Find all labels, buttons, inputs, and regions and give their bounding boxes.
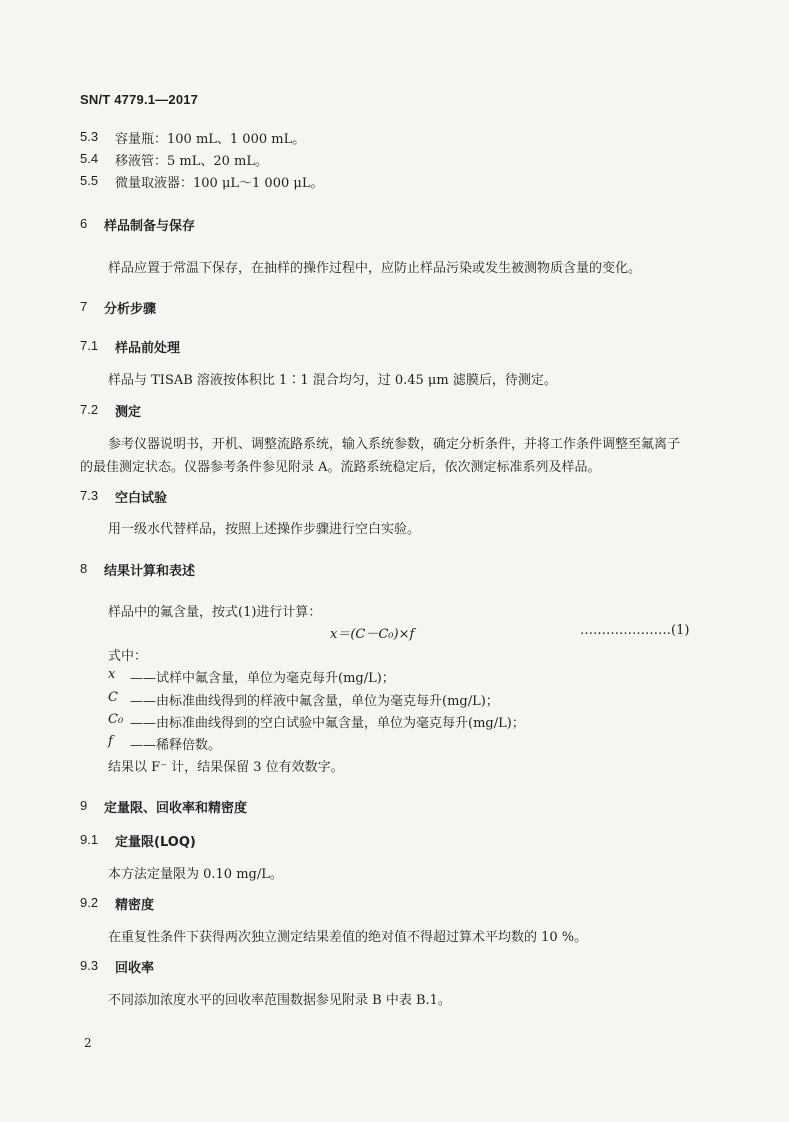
formula-number: …………………(1) (580, 623, 690, 638)
variable-description: ——由标准曲线得到的空白试验中氟含量，单位为毫克每升(mg/L)； (130, 716, 525, 731)
variable-symbol: C (108, 690, 118, 705)
item-text: 容量瓶：100 mL、1 000 mL。 (115, 132, 306, 147)
section-title: 定量限、回收率和精密度 (104, 801, 248, 816)
section-number: 9 (80, 798, 88, 813)
variable-symbol: f (108, 734, 113, 749)
paragraph: 本方法定量限为 0.10 mg/L。 (108, 867, 283, 882)
item-text: 移液管：5 mL、20 mL。 (115, 154, 268, 169)
subsection-number: 9.3 (80, 958, 99, 973)
note: 结果以 F⁻ 计，结果保留 3 位有效数字。 (108, 760, 344, 775)
variable-description: ——由标准曲线得到的样液中氟含量，单位为毫克每升(mg/L)； (130, 694, 499, 709)
subsection-number: 7.3 (80, 488, 99, 503)
subsection-number: 7.1 (80, 338, 99, 353)
subsection-title: 测定 (115, 405, 142, 420)
subsection-title: 样品前处理 (115, 341, 181, 356)
variable-description: ——稀释倍数。 (130, 738, 222, 753)
item-text: 微量取液器：100 μL～1 000 μL。 (115, 176, 324, 191)
subsection-number: 9.1 (80, 832, 99, 847)
subsection-title: 回收率 (115, 961, 155, 976)
item-number: 5.5 (80, 173, 99, 188)
document-id: SN/T 4779.1—2017 (80, 92, 199, 107)
subsection-title: 定量限(LOQ) (115, 835, 196, 850)
item-number: 5.4 (80, 151, 99, 166)
variable-symbol: x (108, 667, 116, 682)
section-title: 结果计算和表述 (104, 564, 196, 579)
paragraph: 样品应置于常温下保存，在抽样的操作过程中，应防止样品污染或发生被测物质含量的变化。 (108, 261, 642, 276)
formula: x＝(C－C₀)×f (330, 627, 415, 642)
paragraph: 不同添加浓度水平的回收率范围数据参见附录 B 中表 B.1。 (108, 993, 451, 1008)
subsection-title: 空白试验 (115, 491, 168, 506)
where-label: 式中： (108, 649, 148, 664)
section-title: 分析步骤 (104, 302, 157, 317)
paragraph: 用一级水代替样品，按照上述操作步骤进行空白实验。 (108, 522, 421, 537)
section-title: 样品制备与保存 (104, 219, 196, 234)
variable-symbol: C₀ (108, 712, 124, 727)
paragraph-line: 参考仪器说明书，开机、调整流路系统，输入系统参数，确定分析条件，并将工作条件调整至氟离子 (108, 437, 681, 452)
subsection-number: 9.2 (80, 895, 99, 910)
section-number: 6 (80, 216, 88, 231)
paragraph: 在重复性条件下获得两次独立测定结果差值的绝对值不得超过算术平均数的 10 %。 (108, 930, 588, 945)
subsection-title: 精密度 (115, 898, 155, 913)
subsection-number: 7.2 (80, 402, 99, 417)
page-number: 2 (84, 1036, 92, 1050)
section-number: 7 (80, 299, 88, 314)
section-number: 8 (80, 561, 88, 576)
paragraph: 样品与 TISAB 溶液按体积比 1∶1 混合均匀，过 0.45 μm 滤膜后，待测定。 (108, 373, 557, 388)
paragraph-line: 的最佳测定状态。仪器参考条件参见附录 A。流路系统稳定后，依次测定标准系列及样品。 (80, 460, 601, 475)
item-number: 5.3 (80, 129, 99, 144)
variable-description: ——试样中氟含量，单位为毫克每升(mg/L)； (130, 671, 395, 686)
paragraph: 样品中的氟含量，按式(1)进行计算： (108, 605, 322, 620)
